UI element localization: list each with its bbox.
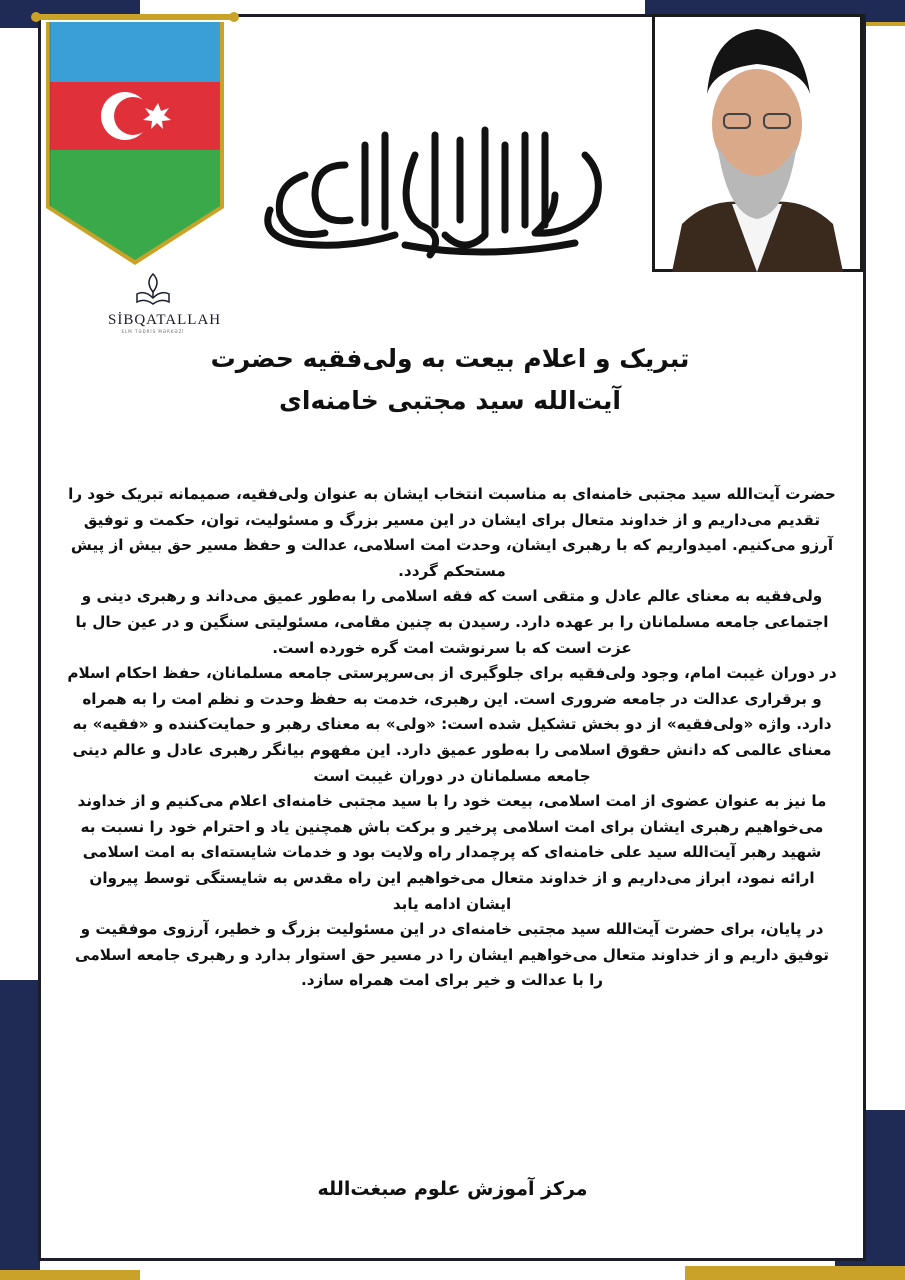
flag-icon <box>30 10 240 272</box>
paragraph: در دوران غیبت امام، وجود ولی‌فقیه برای جلوگیری از بی‌سرپرستی جامعه مسلمانان، حفظ احکام اسلام و برقراری عدالت در جامعه ضروری است. این رهبری، خدمت به حفظ وحدت و نظم امت را به همراه دارد. واژه «ولی‌فقیه» از دو بخش تشکیل شده است: «ولی» به معنای رهبر و حمایت‌کننده و «فقیه» به معنای عالمی که دانش حقوق اسلامی را به‌طور عمیق دارد. این مفهوم بیانگر رهبری عادل و عالم دینی جامعه مسلمانان در دوران غیبت است <box>67 664 837 785</box>
title-line-2: آیت‌الله سید مجتبی خامنه‌ای <box>278 386 622 415</box>
logo-subtitle: ELM TƏDRİS MƏRKƏZİ <box>121 329 185 334</box>
portrait-photo <box>652 14 863 272</box>
logo-name: SİBQATALLAH <box>108 312 222 328</box>
paragraph: حضرت آیت‌الله سید مجتبی خامنه‌ای به مناسبت انتخاب ایشان به عنوان ولی‌فقیه، صمیمانه تبریک خود را تقدیم می‌داریم و از خداوند متعال برای ایشان در این مسیر بزرگ و مسئولیت، توان، حکمت و توفیق آرزو می‌کنیم. امیدواریم که با رهبری ایشان، وحدت امت اسلامی، عدالت و حفظ مسیر حق بیش از پیش مستحکم گردد. <box>68 485 836 580</box>
gold-stripe-bottom-left <box>0 1270 140 1280</box>
paragraph: در پایان، برای حضرت آیت‌الله سید مجتبی خامنه‌ای در این مسئولیت بزرگ و خطیر، آرزوی موفقیت و توفیق داریم و از خداوند متعال می‌خواهیم ایشان را در مسیر حق استوار بدارد و رهبری جامعه اسلامی را با عدالت و خیر برای امت همراه سازد. <box>75 920 829 990</box>
signature-organization: مرکز آموزش علوم صبغت‌الله <box>317 1178 588 1200</box>
page-title <box>150 338 750 422</box>
paragraph: ولی‌فقیه به معنای عالم عادل و متقی است که فقه اسلامی را به‌طور عمیق می‌داند و رهبری دینی و اجتماعی جامعه مسلمانان را بر عهده دارد. رسیدن به چنین مقامی، مسئولیتی سنگین و در عین حال با عزت است که با سرنوشت امت گره خورده است. <box>75 587 829 657</box>
title-line-1: تبریک و اعلام بیعت به ولی‌فقیه حضرت <box>210 344 690 373</box>
gold-stripe-bottom-right <box>685 1266 905 1280</box>
calligraphy-icon <box>255 115 620 275</box>
book-quill-icon <box>133 272 173 306</box>
bismillah-calligraphy <box>255 115 620 275</box>
statement-body <box>66 482 838 994</box>
azerbaijan-flag-banner <box>30 10 240 272</box>
paragraph: ما نیز به عنوان عضوی از امت اسلامی، بیعت خود را با سید مجتبی خامنه‌ای اعلام می‌کنیم و از خداوند می‌خواهیم رهبری ایشان برای امت اسلامی پرخیر و برکت باش همچنین یاد و احترام خود را نسبت به شهید رهبر آیت‌الله سید علی خامنه‌ای که پرچمدار راه ولایت بود و خدمات شایسته‌ای به امت اسلامی ارائه نمود، ابراز می‌داریم و از خداوند متعال می‌خواهیم این راه مقدس به شایستگی توسط پیروان ایشان ادامه یابد <box>77 792 827 913</box>
corner-decoration-bottom-left <box>0 980 40 1280</box>
